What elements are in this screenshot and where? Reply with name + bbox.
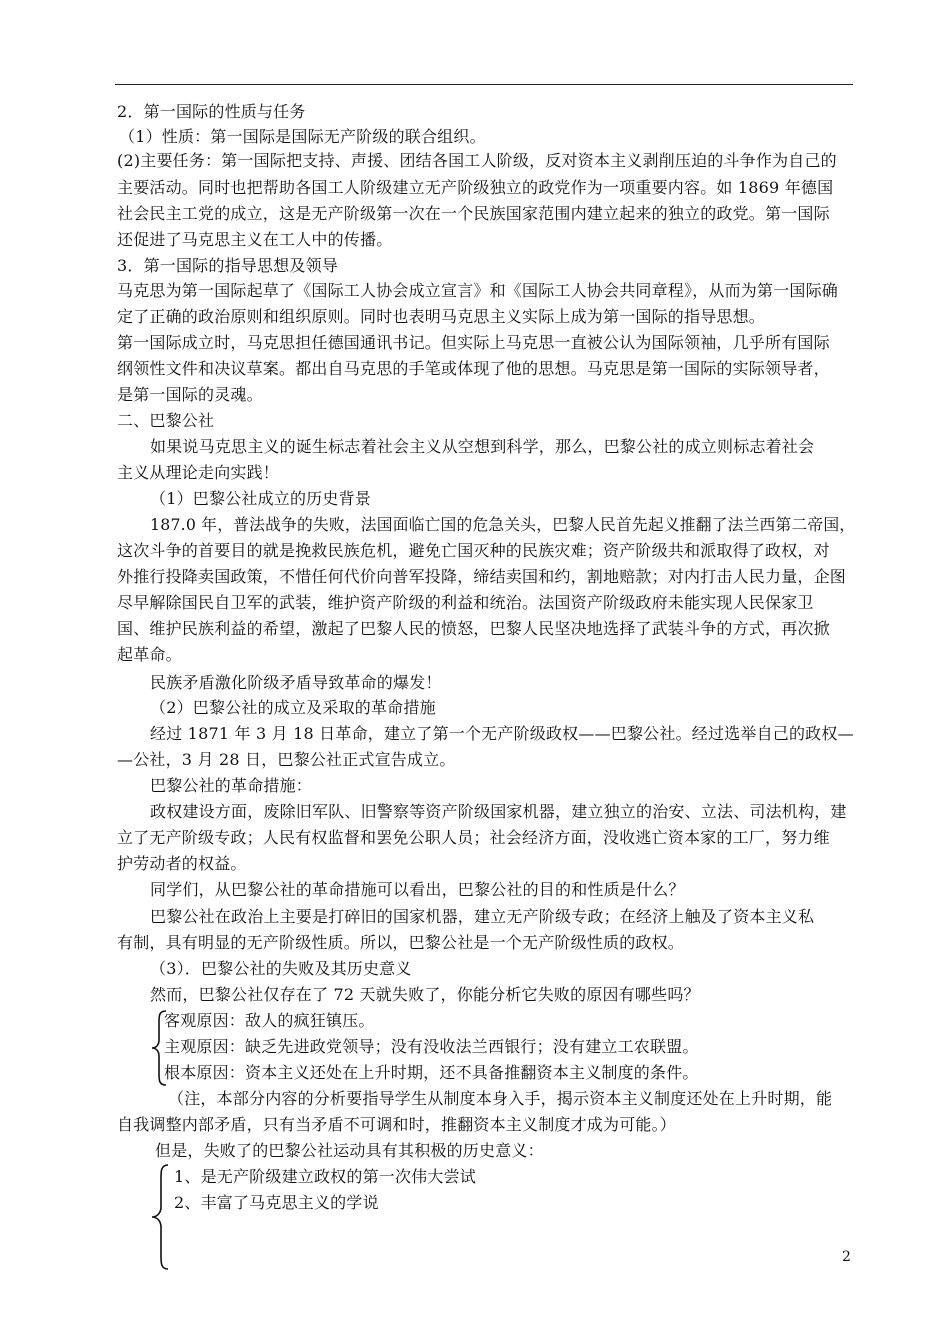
paragraph-line: 纲领性文件和决议草案。都出自马克思的手笔或体现了他的思想。马克思是第一国际的实际领导者，: [117, 359, 830, 378]
paragraph-line: 是第一国际的灵魂。: [117, 385, 263, 404]
paragraph-line: 护劳动者的权益。: [117, 854, 247, 873]
paragraph-line: 外推行投降卖国政策，不惜任何代价向普军投降，缔结卖国和约，割地赔款；对内打击人民力量，企图: [117, 567, 847, 586]
subheading-failure: （3）．巴黎公社的失败及其历史意义: [150, 959, 412, 978]
paragraph-line: 这次斗争的首要目的就是挽救民族危机，避免亡国灭种的民族灾难；资产阶级共和派取得了政权，对: [117, 541, 830, 560]
subheading-establishment: （2）巴黎公社的成立及采取的革命措施: [150, 698, 436, 717]
paragraph-line: 同学们，从巴黎公社的革命措施可以看出，巴黎公社的目的和性质是什么？: [150, 880, 685, 899]
left-brace-significance: [150, 1162, 172, 1272]
paragraph-line: (2)主要任务：第一国际把支持、声援、团结各国工人阶级，反对资本主义剥削压迫的斗争作为自己的: [117, 151, 837, 170]
paragraph-line: 主义从理论走向实践！: [117, 463, 280, 482]
heading-first-international-nature: 2．第一国际的性质与任务: [117, 102, 306, 121]
significance-item-2: 2、丰富了马克思主义的学说: [174, 1193, 379, 1212]
paragraph-line: （1）性质：第一国际是国际无产阶级的联合组织。: [119, 127, 486, 146]
heading-paris-commune: 二、巴黎公社: [117, 411, 215, 430]
paragraph-line: 如果说马克思主义的诞生标志着社会主义从空想到科学，那么，巴黎公社的成立则标志着社会: [150, 437, 815, 456]
paragraph-line: 起革命。: [117, 645, 182, 664]
note-line: （注，本部分内容的分析要指导学生从制度本身入手，揭示资本主义制度还处在上升时期，能: [168, 1089, 833, 1108]
paragraph-line: 立了无产阶级专政；人民有权监督和罢免公职人员；社会经济方面，没收逃亡资本家的工厂，努力维: [117, 828, 830, 847]
page-number: 2: [842, 1249, 851, 1265]
paragraph-line: 国、维护民族利益的希望，激起了巴黎人民的愤怒，巴黎人民坚决地选择了武装斗争的方式，再次掀: [117, 619, 830, 638]
cause-objective: 客观原因：敌人的疯狂镇压。: [164, 1011, 375, 1030]
significance-item-1: 1、是无产阶级建立政权的第一次伟大尝试: [174, 1167, 476, 1186]
paragraph-line: 还促进了马克思主义在工人中的传播。: [117, 230, 393, 249]
paragraph-line: 巴黎公社在政治上主要是打碎旧的国家机器，建立无产阶级专政；在经济上触及了资本主义私: [150, 907, 815, 926]
subheading-background: （1）巴黎公社成立的历史背景: [150, 489, 371, 508]
paragraph-line: —公社，3 月 28 日，巴黎公社正式宣告成立。: [117, 750, 456, 769]
cause-subjective: 主观原因：缺乏先进政党领导；没有没收法兰西银行；没有建立工农联盟。: [164, 1037, 699, 1056]
paragraph-line: 定了正确的政治原则和组织原则。同时也表明马克思主义实际上成为第一国际的指导思想。: [117, 307, 766, 326]
paragraph-line: 但是，失败了的巴黎公社运动具有其积极的历史意义：: [155, 1141, 544, 1160]
header-rule: [115, 84, 853, 85]
cause-fundamental: 根本原因：资本主义还处在上升时期，还不具备推翻资本主义制度的条件。: [164, 1063, 699, 1082]
heading-guiding-thought: 3．第一国际的指导思想及领导: [117, 256, 338, 275]
paragraph-line: 尽早解除国民自卫军的武装，维护资产阶级的利益和统治。法国资产阶级政府未能实现人民保家卫: [117, 593, 814, 612]
paragraph-line: 政权建设方面，废除旧军队、旧警察等资产阶级国家机器，建立独立的治安、立法、司法机构，建: [150, 802, 847, 821]
note-line: 自我调整内部矛盾，只有当矛盾不可调和时，推翻资本主义制度才成为可能。）: [117, 1115, 677, 1134]
paragraph-line: 有制，具有明显的无产阶级性质。所以，巴黎公社是一个无产阶级性质的政权。: [117, 933, 685, 952]
paragraph-line: 第一国际成立时，马克思担任德国通讯书记。但实际上马克思一直被公认为国际领袖，几乎所有国际: [117, 333, 830, 352]
paragraph-line: 社会民主工党的成立，这是无产阶级第一次在一个民族国家范围内建立起来的独立的政党。第一国际: [117, 204, 830, 223]
paragraph-line: 187.0 年，普法战争的失败，法国面临亡国的危急关头，巴黎人民首先起义推翻了法兰西第二帝国，: [150, 515, 856, 534]
paragraph-line: 马克思为第一国际起草了《国际工人协会成立宣言》和《国际工人协会共同章程》，从而为第一国际确: [117, 281, 839, 300]
paragraph-line: 经过 1871 年 3 月 18 日革命，建立了第一个无产阶级政权——巴黎公社。经过选举自己的政权—: [150, 724, 854, 743]
paragraph-line: 巴黎公社的革命措施：: [150, 776, 313, 795]
paragraph-line: 民族矛盾激化阶级矛盾导致革命的爆发！: [150, 673, 442, 692]
paragraph-line: 然而，巴黎公社仅存在了 72 天就失败了，你能分析它失败的原因有哪些吗？: [150, 985, 700, 1004]
paragraph-line: 主要活动。同时也把帮助各国工人阶级建立无产阶级独立的政党作为一项重要内容。如 1869 年德国: [117, 178, 834, 197]
